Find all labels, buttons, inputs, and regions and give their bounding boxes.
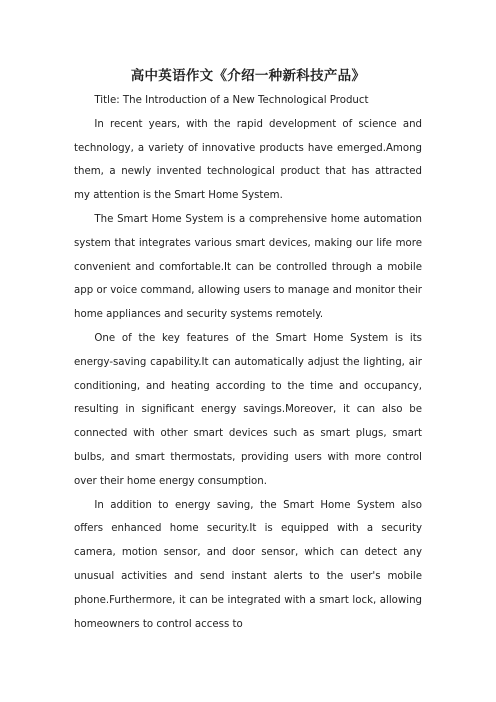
document-title: 高中英语作文《介绍一种新科技产品》	[130, 68, 366, 84]
paragraph-intro: In recent years, with the rapid development of science and technology, a variety of innovative products have emerged.Among them, a newly invented technological product that has attracted my attention is the Smart Home System.	[74, 118, 422, 202]
document-body	[74, 89, 422, 636]
paragraph-overview: The Smart Home System is a comprehensive home automation system that integrates various smart devices, making our life more convenient and comfortable.It can be controlled through a mobile app or voice command, allowing users to manage and monitor their home appliances and security systems remotely.	[74, 213, 422, 321]
document-subtitle: Title: The Introduction of a New Technological Product	[94, 95, 369, 106]
paragraph-energy-saving: One of the key features of the Smart Home System is its energy-saving capability.It can automatically adjust the lighting, air conditioning, and heating according to the time and occupancy, resulting in significant energy savings.Moreover, it can also be connected with other smart devices such as smart plugs, smart bulbs, and smart thermostats, providing users with more control over their home energy consumption.	[74, 332, 422, 487]
paragraph-security: In addition to energy saving, the Smart Home System also offers enhanced home security.It is equipped with a security camera, motion sensor, and door sensor, which can detect any unusual activities and send instant alerts to the user's mobile phone.Furthermore, it can be integrated with a smart lock, allowing homeowners to control access to	[74, 499, 422, 630]
